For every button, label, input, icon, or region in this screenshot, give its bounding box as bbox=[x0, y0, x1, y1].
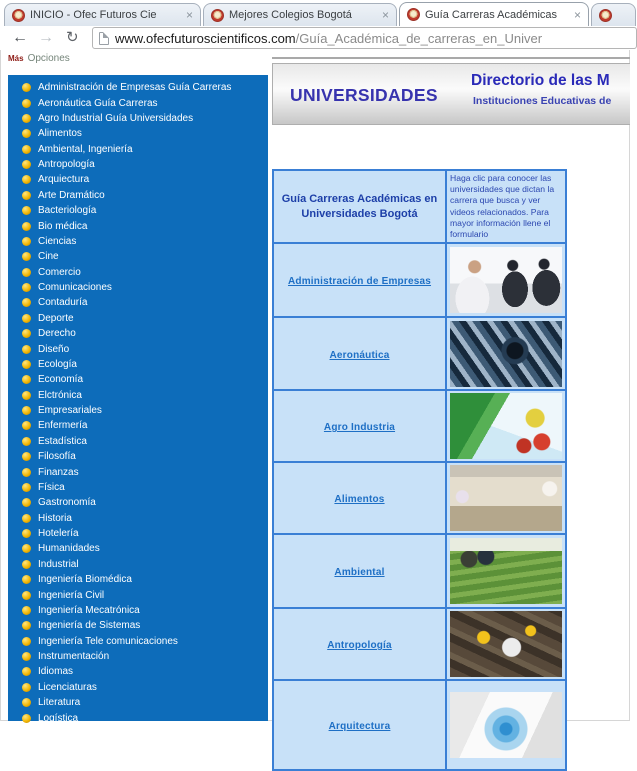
sidebar-item-ing-biomedica[interactable]: Ingeniería Biomédica bbox=[8, 572, 268, 587]
sidebar-item-agro-industrial[interactable]: Agro Industrial Guía Universidades bbox=[8, 111, 268, 126]
url-text bbox=[115, 31, 542, 46]
sidebar-item-estadistica[interactable]: Estadística bbox=[8, 434, 268, 449]
site-favicon-icon bbox=[407, 8, 420, 21]
bullet-icon bbox=[22, 145, 31, 154]
tab-mejores-colegios[interactable] bbox=[203, 3, 397, 26]
bullet-icon bbox=[22, 191, 31, 200]
tab-title: Mejores Colegios Bogotá bbox=[229, 9, 352, 21]
career-link-alimentos[interactable]: Alimentos bbox=[334, 494, 385, 506]
bullet-icon bbox=[22, 621, 31, 630]
bullet-icon bbox=[22, 560, 31, 569]
sidebar-item-hoteleria[interactable]: Hotelería bbox=[8, 526, 268, 541]
bullet-icon bbox=[22, 667, 31, 676]
sidebar-item-enfermeria[interactable]: Enfermería bbox=[8, 418, 268, 433]
bullet-icon bbox=[22, 498, 31, 507]
sidebar-item-ing-civil[interactable]: Ingeniería Civil bbox=[8, 587, 268, 602]
table-row bbox=[273, 680, 566, 770]
sidebar-item-comercio[interactable]: Comercio bbox=[8, 265, 268, 280]
tab-title: INICIO - Ofec Futuros Cie bbox=[30, 9, 157, 21]
bullet-icon bbox=[22, 468, 31, 477]
sidebar-item-idiomas[interactable]: Idiomas bbox=[8, 664, 268, 679]
banner-heading: Directorio de las M bbox=[471, 72, 610, 89]
sidebar-item-gastronomia[interactable]: Gastronomía bbox=[8, 495, 268, 510]
opciones-label: Opciones bbox=[27, 53, 70, 64]
bullet-icon bbox=[22, 529, 31, 538]
bullet-icon bbox=[22, 544, 31, 553]
tab-bar bbox=[0, 0, 630, 26]
bullet-icon bbox=[22, 637, 31, 646]
career-link-administracion[interactable]: Administración de Empresas bbox=[287, 276, 432, 288]
bullet-icon bbox=[22, 360, 31, 369]
table-instructions: Haga clic para conocer las universidades que dictan la carrera que busca y ver videos relacionados. Para mayor información llene el formulario bbox=[450, 173, 555, 239]
tab-title: Guía Carreras Académicas bbox=[425, 8, 558, 21]
bullet-icon bbox=[22, 406, 31, 415]
bullet-icon bbox=[22, 606, 31, 615]
sidebar-item-empresariales[interactable]: Empresariales bbox=[8, 403, 268, 418]
table-row bbox=[273, 608, 566, 680]
bullet-icon bbox=[22, 483, 31, 492]
sidebar-item-arte-dramatico[interactable]: Arte Dramático bbox=[8, 188, 268, 203]
sidebar-item-antropologia[interactable]: Antropología bbox=[8, 157, 268, 172]
excavation-site-photo[interactable] bbox=[450, 611, 562, 677]
sidebar-item-bacteriologia[interactable]: Bacteriología bbox=[8, 203, 268, 218]
bullet-icon bbox=[22, 329, 31, 338]
bullet-icon bbox=[22, 452, 31, 461]
bullet-icon bbox=[22, 421, 31, 430]
sidebar-item-biomedica[interactable]: Bio médica bbox=[8, 218, 268, 233]
sidebar-item-comunicaciones[interactable]: Comunicaciones bbox=[8, 280, 268, 295]
career-link-antropologia[interactable]: Antropología bbox=[327, 640, 392, 652]
agro-lab-collage-photo[interactable] bbox=[450, 393, 562, 459]
options-row[interactable] bbox=[8, 53, 70, 67]
bullet-icon bbox=[22, 683, 31, 692]
table-title: Guía Carreras Académicas en Universidades Bogotá bbox=[281, 193, 438, 220]
bullet-icon bbox=[22, 591, 31, 600]
bullet-icon bbox=[22, 160, 31, 169]
sidebar-item-historia[interactable]: Historia bbox=[8, 511, 268, 526]
table-row bbox=[273, 462, 566, 534]
table-row bbox=[273, 390, 566, 462]
bullet-icon bbox=[22, 99, 31, 108]
bullet-icon bbox=[22, 283, 31, 292]
sidebar-item-ing-sistemas[interactable]: Ingeniería de Sistemas bbox=[8, 618, 268, 633]
sidebar-item-logistica[interactable]: Logística bbox=[8, 710, 268, 725]
sidebar-item-instrumentacion[interactable]: Instrumentación bbox=[8, 649, 268, 664]
bullet-icon bbox=[22, 298, 31, 307]
tab-close-icon[interactable]: × bbox=[185, 8, 193, 22]
tab-inicio[interactable] bbox=[4, 3, 201, 26]
sidebar-item-finanzas[interactable]: Finanzas bbox=[8, 464, 268, 479]
sidebar-item-fisica[interactable]: Física bbox=[8, 480, 268, 495]
bullet-icon bbox=[22, 83, 31, 92]
site-favicon-icon bbox=[211, 9, 224, 22]
sidebar-item-literatura[interactable]: Literatura bbox=[8, 695, 268, 710]
url-host: www.ofecfuturoscientificos.com bbox=[115, 30, 296, 46]
bullet-icon bbox=[22, 268, 31, 277]
universities-banner bbox=[272, 63, 630, 125]
bullet-icon bbox=[22, 206, 31, 215]
tab-close-icon[interactable]: × bbox=[573, 7, 581, 22]
bullet-icon bbox=[22, 222, 31, 231]
career-link-ambiental[interactable]: Ambiental bbox=[334, 567, 385, 579]
sidebar-item-industrial[interactable]: Industrial bbox=[8, 557, 268, 572]
sidebar-item-contaduria[interactable]: Contaduría bbox=[8, 295, 268, 310]
tab-close-icon[interactable]: × bbox=[381, 8, 389, 22]
tab-guia-carreras-active[interactable] bbox=[399, 2, 589, 26]
career-link-aeronautica[interactable]: Aeronáutica bbox=[329, 349, 390, 361]
sidebar-item-filosofia[interactable]: Filosofía bbox=[8, 449, 268, 464]
business-meeting-photo[interactable] bbox=[450, 247, 562, 313]
bullet-icon bbox=[22, 391, 31, 400]
sidebar-item-alimentos[interactable]: Alimentos bbox=[8, 126, 268, 141]
back-icon[interactable]: ← bbox=[12, 29, 28, 46]
bullet-icon bbox=[22, 345, 31, 354]
content-divider bbox=[272, 57, 630, 59]
bullet-icon bbox=[22, 314, 31, 323]
bullet-icon bbox=[22, 514, 31, 523]
bullet-icon bbox=[22, 437, 31, 446]
sidebar-item-administracion[interactable]: Administración de Empresas Guía Carreras bbox=[8, 80, 268, 95]
banner-title: UNIVERSIDADES bbox=[290, 85, 438, 105]
site-favicon-icon bbox=[599, 9, 612, 22]
sidebar-item-derecho[interactable]: Derecho bbox=[8, 326, 268, 341]
sidebar-item-diseno[interactable]: Diseño bbox=[8, 341, 268, 356]
sidebar-item-licenciaturas[interactable]: Licenciaturas bbox=[8, 680, 268, 695]
sidebar-item-arquitectura[interactable]: Arquiectura bbox=[8, 172, 268, 187]
food-plant-photo[interactable] bbox=[450, 465, 562, 531]
reload-icon[interactable]: ↻ bbox=[66, 29, 79, 46]
banner-subheading: Instituciones Educativas de bbox=[473, 95, 612, 107]
jet-turbine-photo[interactable] bbox=[450, 321, 562, 387]
bullet-icon bbox=[22, 375, 31, 384]
url-path: /Guía_Académica_de_carreras_en_Univer bbox=[295, 30, 543, 46]
sidebar-item-electronica[interactable]: Elctrónica bbox=[8, 388, 268, 403]
tab-partial[interactable] bbox=[591, 3, 636, 26]
careers-table bbox=[272, 169, 567, 771]
table-row bbox=[273, 534, 566, 608]
bullet-icon bbox=[22, 129, 31, 138]
page-icon bbox=[99, 32, 109, 45]
sidebar-item-ecologia[interactable]: Ecología bbox=[8, 357, 268, 372]
architecture-model-photo[interactable] bbox=[450, 692, 562, 758]
sidebar-item-aeronautica[interactable]: Aeronáutica Guía Carreras bbox=[8, 95, 268, 110]
career-link-arquitectura[interactable]: Arquitectura bbox=[328, 721, 391, 733]
forward-icon[interactable]: → bbox=[38, 29, 54, 46]
sidebar-item-ambiental[interactable]: Ambiental, Ingeniería bbox=[8, 142, 268, 157]
bullet-icon bbox=[22, 698, 31, 707]
bullet-icon bbox=[22, 175, 31, 184]
career-link-agro-industria[interactable]: Agro Industria bbox=[323, 422, 396, 434]
category-sidebar bbox=[8, 75, 268, 724]
bullet-icon bbox=[22, 237, 31, 246]
sidebar-item-ing-mecatronica[interactable]: Ingeniería Mecatrónica bbox=[8, 603, 268, 618]
table-header-row bbox=[273, 170, 566, 243]
field-survey-photo[interactable] bbox=[450, 538, 562, 604]
sidebar-item-ciencias[interactable]: Ciencias bbox=[8, 234, 268, 249]
sidebar-item-cine[interactable]: Cine bbox=[8, 249, 268, 264]
bullet-icon bbox=[22, 714, 31, 723]
sidebar-item-humanidades[interactable]: Humanidades bbox=[8, 541, 268, 556]
mas-label: Más bbox=[8, 54, 24, 63]
sidebar-item-deporte[interactable]: Deporte bbox=[8, 311, 268, 326]
sidebar-item-economia[interactable]: Economía bbox=[8, 372, 268, 387]
sidebar-item-ing-telecomunicaciones[interactable]: Ingeniería Tele comunicaciones bbox=[8, 634, 268, 649]
bullet-icon bbox=[22, 575, 31, 584]
browser-toolbar bbox=[0, 26, 630, 50]
table-row bbox=[273, 317, 566, 390]
address-bar[interactable] bbox=[92, 27, 637, 49]
bullet-icon bbox=[22, 114, 31, 123]
bullet-icon bbox=[22, 252, 31, 261]
table-row bbox=[273, 243, 566, 317]
bullet-icon bbox=[22, 652, 31, 661]
site-favicon-icon bbox=[12, 9, 25, 22]
